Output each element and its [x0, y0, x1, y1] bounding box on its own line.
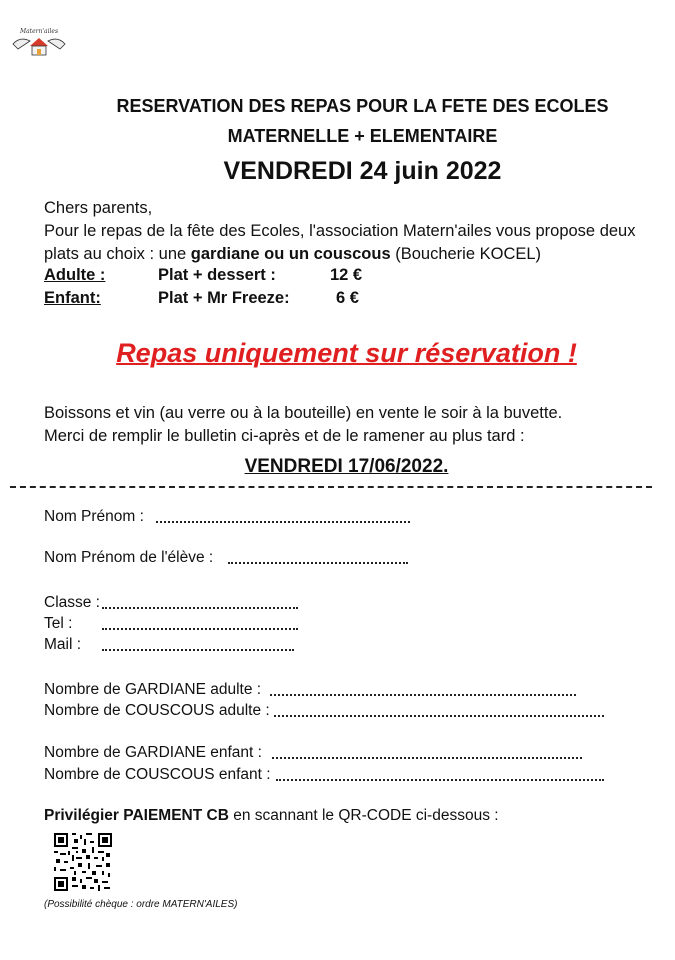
cut-line: [10, 486, 652, 488]
intro-paragraph: [44, 197, 664, 266]
field-nom: Nom Prénom :: [44, 508, 144, 526]
title-date: VENDREDI 24 juin 2022: [223, 157, 502, 185]
dots-couscous-adulte[interactable]: [274, 702, 604, 717]
dots-tel[interactable]: [102, 615, 298, 630]
dots-classe[interactable]: [102, 594, 298, 609]
field-mail: Mail :: [44, 636, 81, 654]
field-couscous-enfant: Nombre de COUSCOUS enfant :: [44, 766, 271, 784]
price-menu: Plat + dessert :: [158, 266, 276, 284]
materailes-logo: [10, 22, 68, 60]
dish-choice: gardiane ou un couscous: [190, 245, 391, 263]
price-label: Adulte :: [44, 266, 106, 284]
dots-nom[interactable]: [156, 508, 410, 523]
price-menu: Plat + Mr Freeze:: [158, 289, 290, 307]
title-line-1: RESERVATION DES REPAS POUR LA FETE DES ECOLES: [116, 96, 609, 116]
cheque-note: (Possibilité chèque : ordre MATERN'AILES): [44, 899, 238, 910]
deadline-date: VENDREDI 17/06/2022.: [244, 456, 449, 477]
intro-text: Pour le repas de la fête des Ecoles, l'association Matern'ailes vous propose deux plats au choix : une gardiane ou un couscous (Boucherie KOCEL): [44, 222, 636, 263]
price-value: 12 €: [330, 266, 363, 284]
greeting: Chers parents,: [44, 199, 153, 217]
field-gardiane-enfant: Nombre de GARDIANE enfant :: [44, 744, 262, 762]
price-value: 6 €: [336, 289, 359, 307]
dots-mail[interactable]: [102, 636, 294, 651]
dots-eleve[interactable]: [228, 549, 408, 564]
price-label: Enfant:: [44, 289, 101, 307]
drinks-paragraph: Boissons et vin (au verre ou à la bouteille) en vente le soir à la buvette. Merci de remplir le bulletin ci-après et de le ramener au plus tard :: [44, 404, 563, 445]
field-couscous-adulte: Nombre de COUSCOUS adulte :: [44, 702, 270, 720]
dots-gardiane-adulte[interactable]: [270, 681, 576, 696]
dots-couscous-enfant[interactable]: [276, 766, 604, 781]
field-gardiane-adulte: Nombre de GARDIANE adulte :: [44, 681, 261, 699]
dots-gardiane-enfant[interactable]: [272, 744, 582, 759]
field-tel: Tel :: [44, 615, 72, 633]
reservation-banner: Repas uniquement sur réservation !: [116, 338, 577, 368]
field-eleve: Nom Prénom de l'élève :: [44, 549, 213, 567]
payment-instruction: Privilégier PAIEMENT CB en scannant le QR-CODE ci-dessous :: [44, 807, 499, 824]
qr-code[interactable]: [54, 833, 112, 891]
svg-text:Matern'ailes: Matern'ailes: [19, 28, 59, 35]
title-line-2: MATERNELLE + ELEMENTAIRE: [227, 126, 498, 146]
field-classe: Classe :: [44, 594, 100, 612]
